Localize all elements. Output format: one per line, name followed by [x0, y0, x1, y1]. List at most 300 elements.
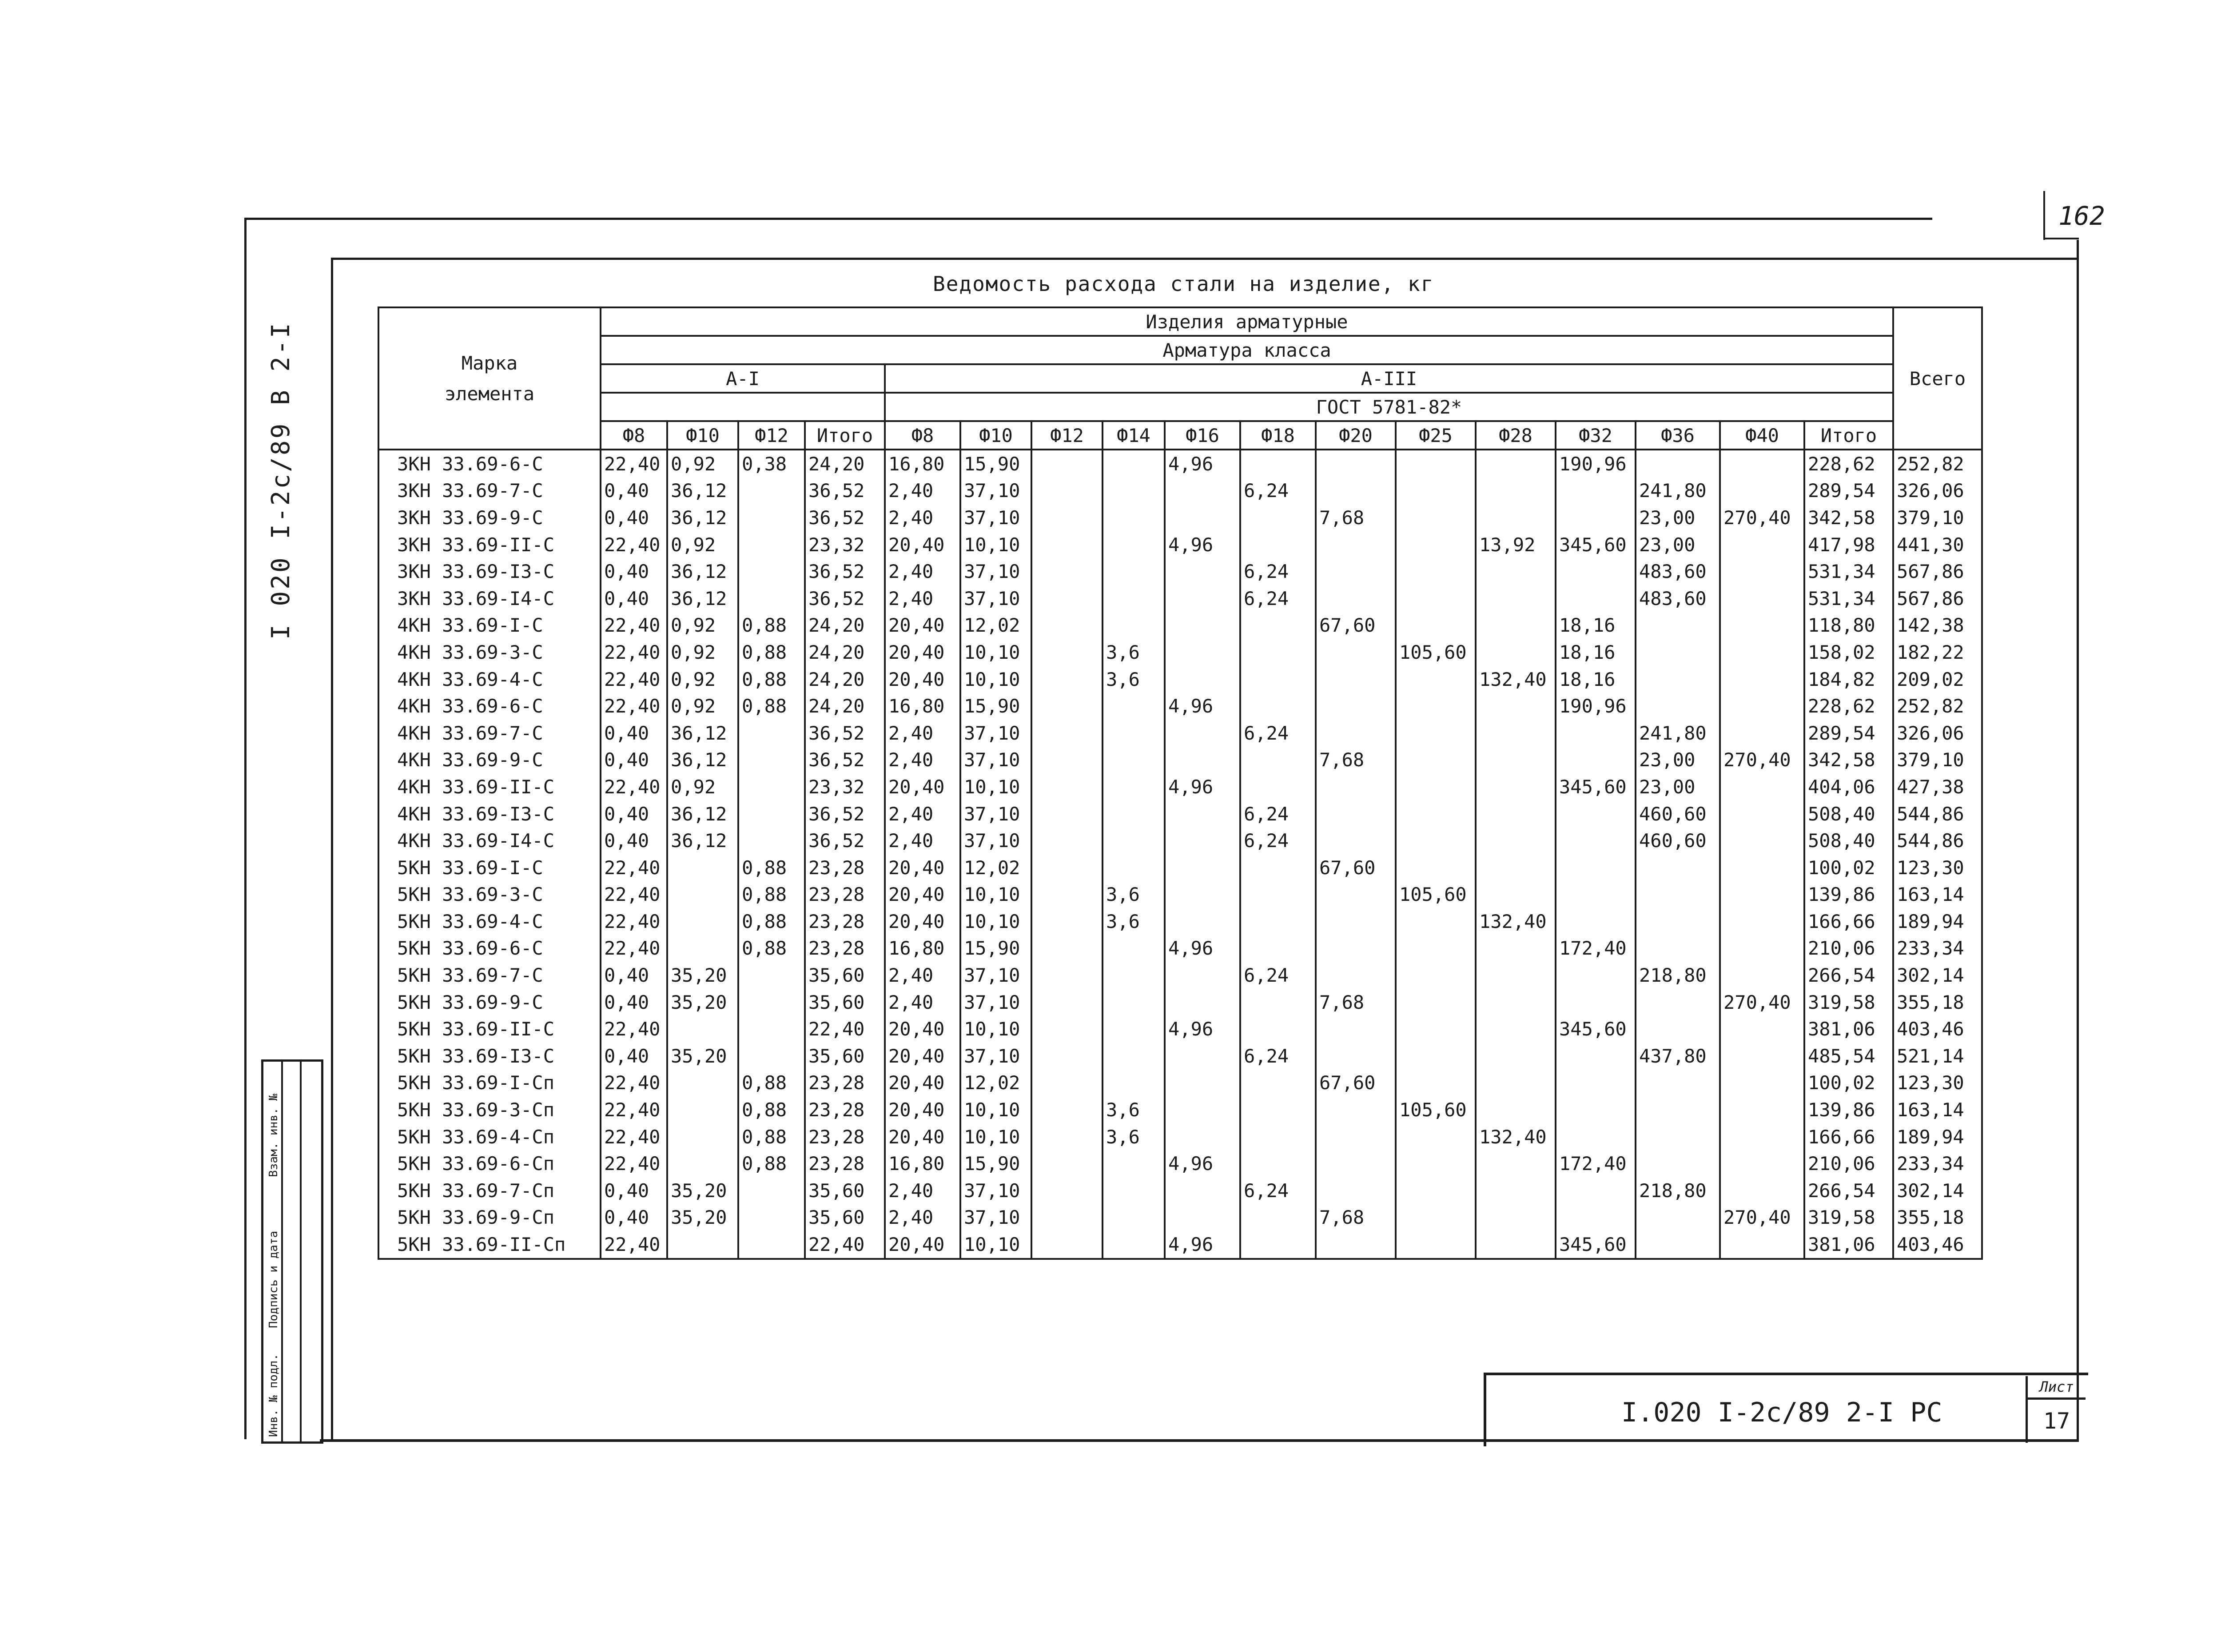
- table-cell: 531,34: [1804, 558, 1893, 585]
- table-cell: 485,54: [1804, 1043, 1893, 1070]
- table-cell: [1396, 989, 1476, 1016]
- table-cell: [1396, 612, 1476, 639]
- table-cell: [1396, 1123, 1476, 1150]
- table-cell: [667, 854, 738, 881]
- table-cell: 531,34: [1804, 585, 1893, 612]
- table-cell: [1636, 693, 1720, 720]
- table-cell: [1556, 558, 1636, 585]
- table-cell: [1720, 773, 1804, 800]
- element-mark: 5КН 33.69-I-Сп: [378, 1070, 601, 1097]
- table-cell: [1636, 1096, 1720, 1123]
- table-cell: 20,40: [885, 773, 960, 800]
- table-cell: [1556, 989, 1636, 1016]
- table-cell: 24,20: [805, 639, 885, 666]
- table-cell: 35,60: [805, 1177, 885, 1204]
- table-cell: 4,96: [1165, 1015, 1240, 1043]
- element-mark: 4КН 33.69-I4-С: [378, 827, 601, 854]
- table-cell: [1396, 1204, 1476, 1231]
- table-cell: [1031, 612, 1103, 639]
- table-cell: [1316, 450, 1396, 478]
- column-header: Ф18: [1240, 421, 1316, 450]
- table-cell: [738, 1043, 805, 1070]
- table-cell: [1316, 1150, 1396, 1177]
- frame-left-outer: [244, 218, 247, 1439]
- table-cell: [1476, 747, 1556, 774]
- table-cell: [1031, 827, 1103, 854]
- table-cell: [1165, 1123, 1240, 1150]
- table-cell: 0,40: [601, 558, 667, 585]
- table-cell: [1396, 854, 1476, 881]
- element-mark: 3КН 33.69-9-С: [378, 504, 601, 531]
- table-cell: [1720, 1150, 1804, 1177]
- table-cell: [738, 962, 805, 989]
- table-cell: 23,28: [805, 1150, 885, 1177]
- table-cell: 0,88: [738, 1150, 805, 1177]
- table-cell: [1396, 908, 1476, 935]
- table-cell: [1476, 827, 1556, 854]
- table-cell: [1165, 747, 1240, 774]
- table-cell: [1476, 639, 1556, 666]
- table-cell: [1636, 935, 1720, 962]
- table-cell: 302,14: [1893, 1177, 1982, 1204]
- column-header: Ф32: [1556, 421, 1636, 450]
- table-cell: [1031, 1231, 1103, 1259]
- table-cell: 23,28: [805, 1096, 885, 1123]
- table-cell: 20,40: [885, 1043, 960, 1070]
- table-cell: 22,40: [601, 1015, 667, 1043]
- side-document-code: I 020 I-2c/89 В 2-I: [267, 321, 295, 640]
- table-cell: [1316, 1177, 1396, 1204]
- table-cell: [1240, 666, 1316, 693]
- table-cell: [1636, 1231, 1720, 1259]
- table-cell: [1240, 612, 1316, 639]
- table-cell: 0,88: [738, 666, 805, 693]
- table-cell: 0,88: [738, 639, 805, 666]
- table-cell: [1165, 666, 1240, 693]
- table-cell: 36,12: [667, 558, 738, 585]
- table-cell: 189,94: [1893, 1123, 1982, 1150]
- table-cell: 67,60: [1316, 854, 1396, 881]
- table-row: [378, 989, 1982, 1016]
- table-cell: [1720, 1231, 1804, 1259]
- table-cell: 252,82: [1893, 693, 1982, 720]
- table-cell: 10,10: [960, 881, 1031, 908]
- table-cell: [1240, 504, 1316, 531]
- table-cell: [1103, 962, 1165, 989]
- table-cell: 36,52: [805, 478, 885, 505]
- table-cell: 20,40: [885, 1070, 960, 1097]
- table-cell: 345,60: [1556, 1231, 1636, 1259]
- table-cell: [1165, 558, 1240, 585]
- table-cell: 2,40: [885, 585, 960, 612]
- table-cell: [1103, 854, 1165, 881]
- column-header: Ф25: [1396, 421, 1476, 450]
- table-cell: 567,86: [1893, 558, 1982, 585]
- table-cell: 228,62: [1804, 693, 1893, 720]
- table-cell: 18,16: [1556, 639, 1636, 666]
- table-cell: [1396, 720, 1476, 747]
- table-cell: 132,40: [1476, 666, 1556, 693]
- table-cell: [1165, 962, 1240, 989]
- table-cell: [1396, 504, 1476, 531]
- table-cell: [1556, 1123, 1636, 1150]
- table-cell: [1031, 585, 1103, 612]
- table-cell: 22,40: [601, 1231, 667, 1259]
- table-cell: 355,18: [1893, 1204, 1982, 1231]
- table-cell: [1316, 1015, 1396, 1043]
- column-header: Ф12: [738, 421, 805, 450]
- table-cell: 0,92: [667, 612, 738, 639]
- table-cell: 0,88: [738, 881, 805, 908]
- table-cell: [1103, 747, 1165, 774]
- table-cell: 37,10: [960, 1043, 1031, 1070]
- table-cell: 189,94: [1893, 908, 1982, 935]
- table-cell: 6,24: [1240, 478, 1316, 505]
- table-cell: [1165, 1043, 1240, 1070]
- table-cell: [1031, 800, 1103, 828]
- mark-label-1: Марка: [461, 352, 518, 374]
- table-row: [378, 1123, 1982, 1150]
- total-header: Всего: [1893, 307, 1982, 450]
- table-cell: 37,10: [960, 478, 1031, 505]
- table-cell: 36,12: [667, 747, 738, 774]
- side-approval-stamp: [261, 1059, 323, 1444]
- table-cell: [1396, 1015, 1476, 1043]
- table-cell: [1636, 1123, 1720, 1150]
- table-cell: [1720, 531, 1804, 558]
- table-cell: [1396, 693, 1476, 720]
- mark-label-2: элемента: [444, 383, 535, 405]
- column-header: Ф14: [1103, 421, 1165, 450]
- table-cell: 158,02: [1804, 639, 1893, 666]
- table-cell: 289,54: [1804, 478, 1893, 505]
- table-cell: [1031, 1070, 1103, 1097]
- column-header: Ф28: [1476, 421, 1556, 450]
- table-row: [378, 666, 1982, 693]
- element-mark: 3КН 33.69-6-С: [378, 450, 601, 478]
- table-cell: 4,96: [1165, 1150, 1240, 1177]
- table-cell: [1476, 962, 1556, 989]
- side-stamp-label-2: Подпись и дата: [267, 1230, 280, 1328]
- table-cell: 10,10: [960, 531, 1031, 558]
- column-header: Ф16: [1165, 421, 1240, 450]
- table-row: [378, 800, 1982, 828]
- table-cell: [1636, 1150, 1720, 1177]
- frame-left-inner: [331, 258, 333, 1439]
- table-cell: 252,82: [1893, 450, 1982, 478]
- class-a3-header: А-III: [885, 364, 1893, 393]
- table-cell: 210,06: [1804, 1150, 1893, 1177]
- table-cell: [1476, 1150, 1556, 1177]
- table-cell: [1031, 1150, 1103, 1177]
- table-cell: 6,24: [1240, 800, 1316, 828]
- column-header: Ф36: [1636, 421, 1720, 450]
- sheet-number-border-bottom: [2043, 238, 2079, 239]
- table-cell: 20,40: [885, 881, 960, 908]
- table-cell: 105,60: [1396, 1096, 1476, 1123]
- table-cell: [1165, 1204, 1240, 1231]
- table-cell: 20,40: [885, 666, 960, 693]
- table-cell: 0,40: [601, 800, 667, 828]
- table-cell: [1031, 666, 1103, 693]
- table-cell: [667, 1231, 738, 1259]
- table-row: [378, 827, 1982, 854]
- sheet-label: Лист: [2028, 1376, 2086, 1400]
- table-cell: 37,10: [960, 504, 1031, 531]
- table-cell: 184,82: [1804, 666, 1893, 693]
- table-cell: 23,28: [805, 854, 885, 881]
- table-cell: 35,20: [667, 1043, 738, 1070]
- table-cell: 0,40: [601, 827, 667, 854]
- table-cell: [1636, 639, 1720, 666]
- table-cell: [1636, 666, 1720, 693]
- table-cell: 123,30: [1893, 854, 1982, 881]
- table-cell: 22,40: [601, 935, 667, 962]
- element-mark: 4КН 33.69-6-С: [378, 693, 601, 720]
- table-cell: [1476, 800, 1556, 828]
- table-cell: [1476, 612, 1556, 639]
- table-cell: 345,60: [1556, 531, 1636, 558]
- table-cell: 460,60: [1636, 800, 1720, 828]
- table-cell: 0,38: [738, 450, 805, 478]
- table-cell: 289,54: [1804, 720, 1893, 747]
- table-cell: [1240, 1204, 1316, 1231]
- table-cell: [1240, 693, 1316, 720]
- element-mark: 5КН 33.69-4-С: [378, 908, 601, 935]
- table-cell: 10,10: [960, 639, 1031, 666]
- table-cell: 20,40: [885, 908, 960, 935]
- table-cell: [1031, 639, 1103, 666]
- table-cell: [1316, 1043, 1396, 1070]
- table-cell: [1316, 639, 1396, 666]
- table-cell: 36,52: [805, 504, 885, 531]
- table-cell: [1476, 1096, 1556, 1123]
- table-cell: 355,18: [1893, 989, 1982, 1016]
- table-cell: 35,60: [805, 1204, 885, 1231]
- table-cell: 0,92: [667, 450, 738, 478]
- table-cell: [1316, 666, 1396, 693]
- table-cell: [1396, 1231, 1476, 1259]
- table-cell: [1165, 989, 1240, 1016]
- table-cell: 16,80: [885, 935, 960, 962]
- table-cell: [1103, 585, 1165, 612]
- table-cell: 20,40: [885, 1123, 960, 1150]
- table-cell: 23,28: [805, 881, 885, 908]
- table-cell: [1240, 1123, 1316, 1150]
- table-cell: 10,10: [960, 1123, 1031, 1150]
- element-mark: 4КН 33.69-7-С: [378, 720, 601, 747]
- table-cell: 163,14: [1893, 1096, 1982, 1123]
- table-cell: [1720, 639, 1804, 666]
- frame-top-inner: [331, 258, 2077, 260]
- table-cell: 6,24: [1240, 827, 1316, 854]
- table-cell: 2,40: [885, 1177, 960, 1204]
- table-cell: 0,88: [738, 935, 805, 962]
- table-cell: 0,40: [601, 585, 667, 612]
- table-cell: 0,40: [601, 962, 667, 989]
- table-cell: 379,10: [1893, 504, 1982, 531]
- table-cell: 12,02: [960, 854, 1031, 881]
- table-cell: [667, 1096, 738, 1123]
- element-mark: 5КН 33.69-4-Сп: [378, 1123, 601, 1150]
- table-cell: 0,92: [667, 639, 738, 666]
- table-title: Ведомость расхода стали на изделие, кг: [933, 272, 1434, 296]
- table-cell: 10,10: [960, 773, 1031, 800]
- table-cell: 266,54: [1804, 1177, 1893, 1204]
- table-cell: [667, 1070, 738, 1097]
- table-cell: [738, 1015, 805, 1043]
- table-cell: [1396, 935, 1476, 962]
- table-cell: 381,06: [1804, 1015, 1893, 1043]
- table-cell: 0,40: [601, 1204, 667, 1231]
- table-cell: [1720, 1043, 1804, 1070]
- table-cell: 326,06: [1893, 478, 1982, 505]
- table-cell: 209,02: [1893, 666, 1982, 693]
- table-cell: [738, 1204, 805, 1231]
- table-cell: 35,20: [667, 962, 738, 989]
- table-cell: [1476, 854, 1556, 881]
- table-cell: [738, 531, 805, 558]
- table-cell: [1316, 531, 1396, 558]
- table-cell: [1396, 478, 1476, 505]
- table-cell: [1031, 504, 1103, 531]
- table-cell: 12,02: [960, 612, 1031, 639]
- table-cell: 22,40: [601, 908, 667, 935]
- element-mark: 5КН 33.69-6-Сп: [378, 1150, 601, 1177]
- table-cell: 16,80: [885, 1150, 960, 1177]
- column-header: Ф40: [1720, 421, 1804, 450]
- table-cell: [1031, 1123, 1103, 1150]
- table-cell: 24,20: [805, 693, 885, 720]
- table-cell: 118,80: [1804, 612, 1893, 639]
- table-row: [378, 693, 1982, 720]
- table-cell: [1476, 720, 1556, 747]
- table-cell: [1031, 747, 1103, 774]
- table-row: [378, 504, 1982, 531]
- element-mark: 4КН 33.69-4-С: [378, 666, 601, 693]
- table-cell: 20,40: [885, 1015, 960, 1043]
- table-row: [378, 908, 1982, 935]
- table-cell: [667, 935, 738, 962]
- table-row: [378, 1015, 1982, 1043]
- table-cell: 36,12: [667, 478, 738, 505]
- table-cell: [1556, 908, 1636, 935]
- table-cell: [1240, 773, 1316, 800]
- table-cell: 403,46: [1893, 1231, 1982, 1259]
- table-cell: 23,00: [1636, 747, 1720, 774]
- table-cell: 0,40: [601, 989, 667, 1016]
- table-cell: 3,6: [1103, 1096, 1165, 1123]
- table-cell: [1720, 666, 1804, 693]
- table-cell: 6,24: [1240, 720, 1316, 747]
- table-cell: [1476, 773, 1556, 800]
- table-cell: [1556, 800, 1636, 828]
- table-cell: 172,40: [1556, 935, 1636, 962]
- side-stamp-label-1: Инв. № подл.: [267, 1353, 280, 1437]
- table-cell: [1476, 1070, 1556, 1097]
- table-cell: [1636, 1070, 1720, 1097]
- table-cell: [1636, 881, 1720, 908]
- table-cell: [1720, 908, 1804, 935]
- table-cell: 0,92: [667, 773, 738, 800]
- table-cell: 37,10: [960, 800, 1031, 828]
- table-cell: 23,00: [1636, 531, 1720, 558]
- table-cell: 22,40: [601, 450, 667, 478]
- table-cell: 508,40: [1804, 827, 1893, 854]
- table-cell: 35,20: [667, 1177, 738, 1204]
- table-cell: 22,40: [601, 531, 667, 558]
- table-cell: 3,6: [1103, 881, 1165, 908]
- table-cell: [1636, 854, 1720, 881]
- steel-consumption-table: [378, 307, 1983, 1260]
- table-cell: 36,52: [805, 720, 885, 747]
- table-row: [378, 962, 1982, 989]
- table-cell: [1476, 1043, 1556, 1070]
- table-cell: [1240, 747, 1316, 774]
- table-cell: [738, 989, 805, 1016]
- table-cell: [1720, 693, 1804, 720]
- table-cell: 15,90: [960, 693, 1031, 720]
- table-cell: [1165, 720, 1240, 747]
- table-cell: 10,10: [960, 1015, 1031, 1043]
- table-cell: 15,90: [960, 935, 1031, 962]
- table-cell: [1316, 1231, 1396, 1259]
- table-cell: 345,60: [1556, 773, 1636, 800]
- table-cell: [1556, 962, 1636, 989]
- table-cell: [1103, 1150, 1165, 1177]
- table-cell: 24,20: [805, 666, 885, 693]
- table-cell: [1476, 504, 1556, 531]
- table-cell: 0,92: [667, 531, 738, 558]
- table-cell: 2,40: [885, 720, 960, 747]
- element-mark: 4КН 33.69-3-С: [378, 639, 601, 666]
- table-cell: 23,28: [805, 1070, 885, 1097]
- table-cell: [1636, 989, 1720, 1016]
- table-cell: [1103, 612, 1165, 639]
- table-cell: 23,28: [805, 908, 885, 935]
- table-cell: 381,06: [1804, 1231, 1893, 1259]
- table-cell: [1476, 1177, 1556, 1204]
- table-cell: 23,32: [805, 531, 885, 558]
- table-cell: [738, 504, 805, 531]
- table-cell: 22,40: [601, 693, 667, 720]
- armature-class-header: Арматура класса: [601, 336, 1893, 364]
- table-cell: [1103, 531, 1165, 558]
- table-cell: 6,24: [1240, 558, 1316, 585]
- table-cell: [1720, 800, 1804, 828]
- table-cell: [1396, 585, 1476, 612]
- table-cell: [1396, 962, 1476, 989]
- table-cell: 166,66: [1804, 908, 1893, 935]
- table-cell: 37,10: [960, 720, 1031, 747]
- table-row: [378, 478, 1982, 505]
- table-cell: [738, 478, 805, 505]
- table-cell: 22,40: [805, 1015, 885, 1043]
- table-cell: [1720, 1015, 1804, 1043]
- table-cell: 241,80: [1636, 720, 1720, 747]
- table-cell: [1103, 773, 1165, 800]
- table-cell: 23,00: [1636, 504, 1720, 531]
- element-mark: 5КН 33.69-9-Сп: [378, 1204, 601, 1231]
- table-cell: 22,40: [601, 666, 667, 693]
- table-cell: [1240, 1150, 1316, 1177]
- table-cell: [1316, 585, 1396, 612]
- table-cell: 7,68: [1316, 747, 1396, 774]
- column-header: Ф10: [960, 421, 1031, 450]
- table-cell: [1396, 531, 1476, 558]
- table-cell: [1476, 989, 1556, 1016]
- table-cell: 7,68: [1316, 1204, 1396, 1231]
